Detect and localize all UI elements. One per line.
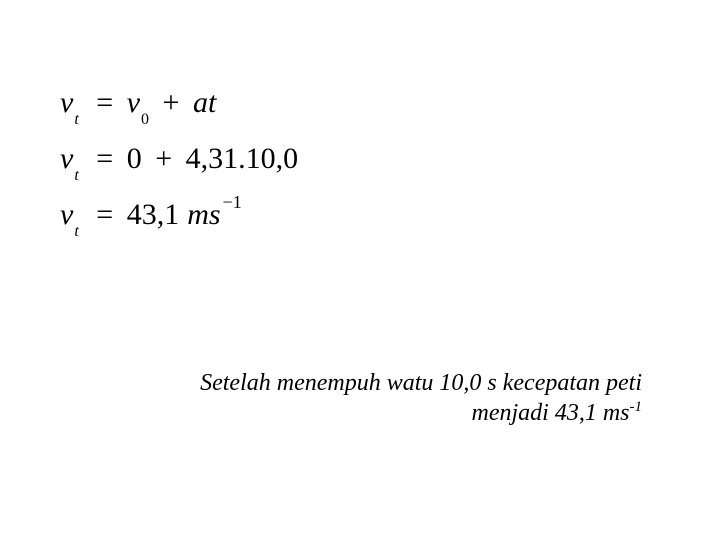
caption-line-2-text: menjadi 43,1 ms bbox=[471, 400, 630, 426]
lhs-subscript: t bbox=[74, 167, 79, 184]
lhs-variable: v bbox=[60, 86, 74, 119]
result-unit: ms bbox=[187, 198, 221, 231]
product-term: 4,31.10,0 bbox=[185, 142, 299, 175]
plus-sign: + bbox=[155, 142, 173, 175]
unit-exponent: −1 bbox=[222, 192, 242, 212]
lhs-subscript: t bbox=[74, 223, 79, 240]
plus-sign: + bbox=[162, 86, 180, 119]
lhs-subscript: t bbox=[74, 111, 79, 128]
initial-value: 0 bbox=[126, 142, 142, 175]
equation-velocity-formula bbox=[60, 86, 217, 128]
equation-substitution bbox=[60, 142, 299, 184]
equals-sign: = bbox=[96, 198, 114, 231]
initial-velocity-subscript: 0 bbox=[141, 111, 150, 128]
conclusion-caption bbox=[200, 368, 642, 431]
caption-unit-exponent: -1 bbox=[629, 399, 642, 415]
caption-line-1: Setelah menempuh watu 10,0 s kecepatan peti bbox=[200, 370, 642, 396]
equals-sign: = bbox=[96, 142, 114, 175]
lhs-variable: v bbox=[60, 142, 74, 175]
caption-line-2 bbox=[200, 398, 642, 431]
initial-velocity: v bbox=[126, 86, 141, 119]
equals-sign: = bbox=[96, 86, 114, 119]
equation-result bbox=[60, 192, 242, 240]
lhs-variable: v bbox=[60, 198, 74, 231]
result-value: 43,1 bbox=[126, 198, 180, 231]
acceleration-time-term: at bbox=[192, 86, 217, 119]
